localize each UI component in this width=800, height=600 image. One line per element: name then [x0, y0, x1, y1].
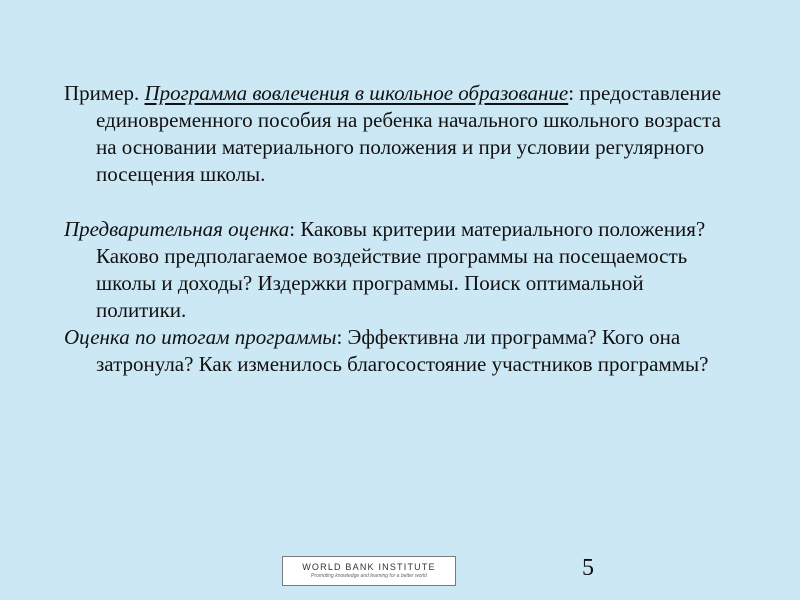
example-description: : предоставление единовременного пособия на ребенка начального школьного возраста на основании материального положения и при условии регулярного посещения школы. [96, 81, 722, 186]
ex-ante-paragraph [64, 216, 724, 324]
example-prefix: Пример. [64, 81, 145, 105]
logo-name: WORLD BANK INSTITUTE [302, 562, 436, 572]
page-number: 5 [582, 555, 594, 581]
logo-tagline: Promoting knowledge and learning for a better world [311, 573, 427, 579]
program-name-term: Программа вовлечения в школьное образование [144, 81, 569, 105]
ex-ante-term: Предварительная оценка [64, 217, 290, 241]
ex-post-term: Оценка по итогам программы [64, 325, 337, 349]
slide-body [64, 80, 724, 378]
world-bank-institute-logo [282, 556, 456, 586]
example-paragraph [64, 80, 724, 188]
ex-ante-description: : Каковы критерии материального положения? Каково предполагаемое воздействие программы на посещаемость школы и доходы? Издержки программы. Поиск оптимальной политики. [96, 217, 706, 322]
ex-post-paragraph [64, 324, 724, 378]
ex-post-description: : Эффективна ли программа? Кого она затронула? Как изменилось благосостояние участников программы? [96, 325, 709, 376]
